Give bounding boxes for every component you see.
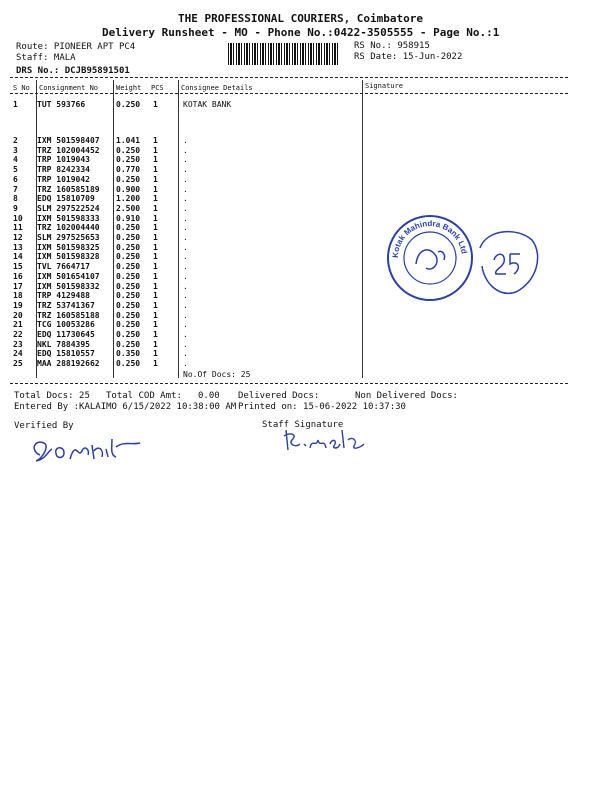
row-consignee: . <box>183 213 188 223</box>
row-sno: 24 <box>13 349 23 359</box>
row-sno: 9 <box>13 203 18 213</box>
table-header-rule <box>10 93 568 94</box>
row-consignment-no: TRP 1019043 <box>37 155 90 165</box>
row-pcs: 1 <box>153 213 158 223</box>
row-consignment-no: EDQ 15810709 <box>37 194 95 204</box>
route-label: Route: PIONEER APT PC4 <box>16 42 136 52</box>
row-consignment-no: EDQ 11730645 <box>37 330 95 339</box>
row-consignment-no: IXM 501598333 <box>37 213 100 223</box>
row-consignment-no: TCG 10053286 <box>37 320 95 330</box>
row-consignee: . <box>183 194 188 204</box>
row-weight: 0.250 <box>116 174 141 184</box>
row-sno: 21 <box>13 320 23 330</box>
row-sno: 7 <box>13 184 18 194</box>
non-delivered-docs: Non Delivered Docs: <box>355 391 458 401</box>
rs-number: RS No.: 958915 <box>354 41 430 51</box>
row-consignment-no: TUT 593766 <box>37 100 86 109</box>
row-pcs: 1 <box>153 203 158 213</box>
row-pcs: 1 <box>153 349 158 359</box>
row-consignee: . <box>183 184 188 194</box>
row-pcs: 1 <box>153 100 158 109</box>
row-weight: 0.250 <box>116 145 141 155</box>
row-pcs: 1 <box>153 233 158 242</box>
row-pcs: 1 <box>153 310 158 320</box>
row-pcs: 1 <box>153 223 158 233</box>
delivered-docs: Delivered Docs: <box>238 391 320 401</box>
row-weight: 0.900 <box>116 184 141 194</box>
col-header-signature: Signature <box>365 82 403 90</box>
rs-date: RS Date: 15-Jun-2022 <box>354 52 463 62</box>
row-consignee: . <box>183 233 188 242</box>
row-consignee: . <box>183 349 188 359</box>
row-consignment-no: EDQ 15810557 <box>37 349 95 359</box>
stamp-text: Kotak Mahindra Bank Ltd <box>390 218 469 259</box>
row-pcs: 1 <box>153 271 158 281</box>
row-consignee: . <box>183 310 188 320</box>
row-weight: 0.250 <box>116 271 141 281</box>
staff-signature-label: Staff Signature <box>262 420 344 430</box>
row-pcs: 1 <box>153 330 158 339</box>
total-cod-value: 0.00 <box>198 391 220 401</box>
row-weight: 1.200 <box>116 194 141 204</box>
row-consignment-no: IXM 501598328 <box>37 252 100 262</box>
row-consignee: . <box>183 203 188 213</box>
row-consignee: . <box>183 262 188 272</box>
staff-signature <box>280 426 370 456</box>
row-sno: 13 <box>13 242 23 252</box>
col-divider-2 <box>113 80 114 378</box>
col-header-sno: S No <box>13 84 30 92</box>
row-pcs: 1 <box>153 165 158 175</box>
row-consignment-no: IXM 501598407 <box>37 136 100 145</box>
row-weight: 0.250 <box>116 320 141 330</box>
row-consignee: . <box>183 145 188 155</box>
row-consignment-no: TVL 7664717 <box>37 262 90 272</box>
row-consignee: . <box>183 271 188 281</box>
row-weight: 0.350 <box>116 349 141 359</box>
row-consignee: . <box>183 359 188 369</box>
entered-by: Entered By :KALAIMO 6/15/2022 10:38:00 AM <box>14 402 237 412</box>
verified-by-label: Verified By <box>14 421 74 431</box>
row-consignee: KOTAK BANK <box>183 100 232 109</box>
row-pcs: 1 <box>153 281 158 291</box>
col-header-weight: Weight <box>116 84 142 92</box>
row-weight: 0.250 <box>116 291 141 301</box>
row-weight: 0.250 <box>116 223 141 233</box>
row-consignee: . <box>183 174 188 184</box>
row-pcs: 1 <box>153 242 158 252</box>
row-pcs: 1 <box>153 184 158 194</box>
row-consignee: . <box>183 291 188 301</box>
row-consignee: . <box>183 339 188 349</box>
row-pcs: 1 <box>153 339 158 349</box>
row-consignment-no: TRP 8242334 <box>37 165 90 175</box>
row-sno: 14 <box>13 252 23 262</box>
company-title: THE PROFESSIONAL COURIERS, Coimbatore <box>178 12 424 25</box>
row-consignment-no: NKL 7884395 <box>37 339 90 349</box>
row-consignee: . <box>183 281 188 291</box>
bank-stamp <box>386 212 546 304</box>
no-of-docs: No.Of Docs: 25 <box>183 370 251 379</box>
row-consignment-no: TRZ 102004452 <box>37 145 100 155</box>
row-consignment-no: IXM 501654107 <box>37 271 100 281</box>
col-divider-4 <box>362 80 363 378</box>
row-sno: 12 <box>13 233 23 242</box>
row-consignment-no: TRZ 53741367 <box>37 300 95 310</box>
row-weight: 0.910 <box>116 213 141 223</box>
row-pcs: 1 <box>153 194 158 204</box>
row-sno: 19 <box>13 300 23 310</box>
row-sno: 15 <box>13 262 23 272</box>
row-pcs: 1 <box>153 136 158 145</box>
row-sno: 16 <box>13 271 23 281</box>
row-consignment-no: TRP 4129488 <box>37 291 90 301</box>
row-consignment-no: TRP 1019042 <box>37 174 90 184</box>
row-weight: 2.500 <box>116 203 141 213</box>
row-consignee: . <box>183 136 188 145</box>
printed-on: Printed on: 15-06-2022 10:37:30 <box>238 402 406 412</box>
row-pcs: 1 <box>153 155 158 165</box>
row-pcs: 1 <box>153 320 158 330</box>
runsheet-subtitle: Delivery Runsheet - MO - Phone No.:0422-3505555 - Page No.:1 <box>102 26 500 39</box>
row-consignment-no: TRZ 102004440 <box>37 223 100 233</box>
row-pcs: 1 <box>153 359 158 369</box>
row-sno: 2 <box>13 136 18 145</box>
row-weight: 0.250 <box>116 330 141 339</box>
table-top-rule <box>10 77 568 78</box>
row-weight: 0.770 <box>116 165 141 175</box>
col-header-consignee: Consignee Details <box>181 84 253 92</box>
row-weight: 0.250 <box>116 155 141 165</box>
col-header-pcs: PCS <box>151 84 164 92</box>
row-pcs: 1 <box>153 145 158 155</box>
row-consignment-no: MAA 288192662 <box>37 359 100 369</box>
row-weight: 0.250 <box>116 359 141 369</box>
row-sno: 25 <box>13 359 23 369</box>
row-consignee: . <box>183 320 188 330</box>
row-weight: 1.041 <box>116 136 141 145</box>
row-sno: 11 <box>13 223 23 233</box>
row-pcs: 1 <box>153 174 158 184</box>
footer-rule <box>10 383 568 384</box>
row-sno: 23 <box>13 339 23 349</box>
row-consignee: . <box>183 242 188 252</box>
total-cod-label: Total COD Amt: <box>106 391 182 401</box>
row-sno: 8 <box>13 194 18 204</box>
row-sno: 4 <box>13 155 18 165</box>
drs-number: DRS No.: DCJB95891501 <box>16 66 130 76</box>
row-sno: 22 <box>13 330 23 339</box>
row-consignment-no: SLM 297525653 <box>37 233 100 242</box>
row-consignee: . <box>183 155 188 165</box>
row-consignee: . <box>183 223 188 233</box>
row-weight: 0.250 <box>116 242 141 252</box>
row-weight: 0.250 <box>116 281 141 291</box>
row-consignee: . <box>183 330 188 339</box>
total-docs: Total Docs: 25 <box>14 391 90 401</box>
row-sno: 1 <box>13 100 18 109</box>
col-divider-3 <box>178 80 179 378</box>
row-sno: 17 <box>13 281 23 291</box>
row-consignment-no: IXM 501598325 <box>37 242 100 252</box>
row-weight: 0.250 <box>116 310 141 320</box>
row-consignee: . <box>183 300 188 310</box>
row-sno: 18 <box>13 291 23 301</box>
barcode <box>228 43 340 65</box>
row-weight: 0.250 <box>116 262 141 272</box>
row-pcs: 1 <box>153 262 158 272</box>
row-consignee: . <box>183 252 188 262</box>
row-sno: 5 <box>13 165 18 175</box>
col-header-consignment: Consignment No <box>39 84 99 92</box>
row-consignment-no: TRZ 160585188 <box>37 310 100 320</box>
row-sno: 10 <box>13 213 23 223</box>
row-weight: 0.250 <box>116 300 141 310</box>
row-weight: 0.250 <box>116 100 141 109</box>
row-sno: 3 <box>13 145 18 155</box>
row-weight: 0.250 <box>116 252 141 262</box>
row-weight: 0.250 <box>116 339 141 349</box>
row-consignment-no: TRZ 160585189 <box>37 184 100 194</box>
row-consignment-no: SLM 297522524 <box>37 203 100 213</box>
row-consignment-no: IXM 501598332 <box>37 281 100 291</box>
staff-label: Staff: MALA <box>16 53 76 63</box>
row-pcs: 1 <box>153 252 158 262</box>
row-consignee: . <box>183 165 188 175</box>
verified-signature <box>28 425 148 470</box>
row-weight: 0.250 <box>116 233 141 242</box>
row-sno: 20 <box>13 310 23 320</box>
row-pcs: 1 <box>153 291 158 301</box>
row-sno: 6 <box>13 174 18 184</box>
row-pcs: 1 <box>153 300 158 310</box>
